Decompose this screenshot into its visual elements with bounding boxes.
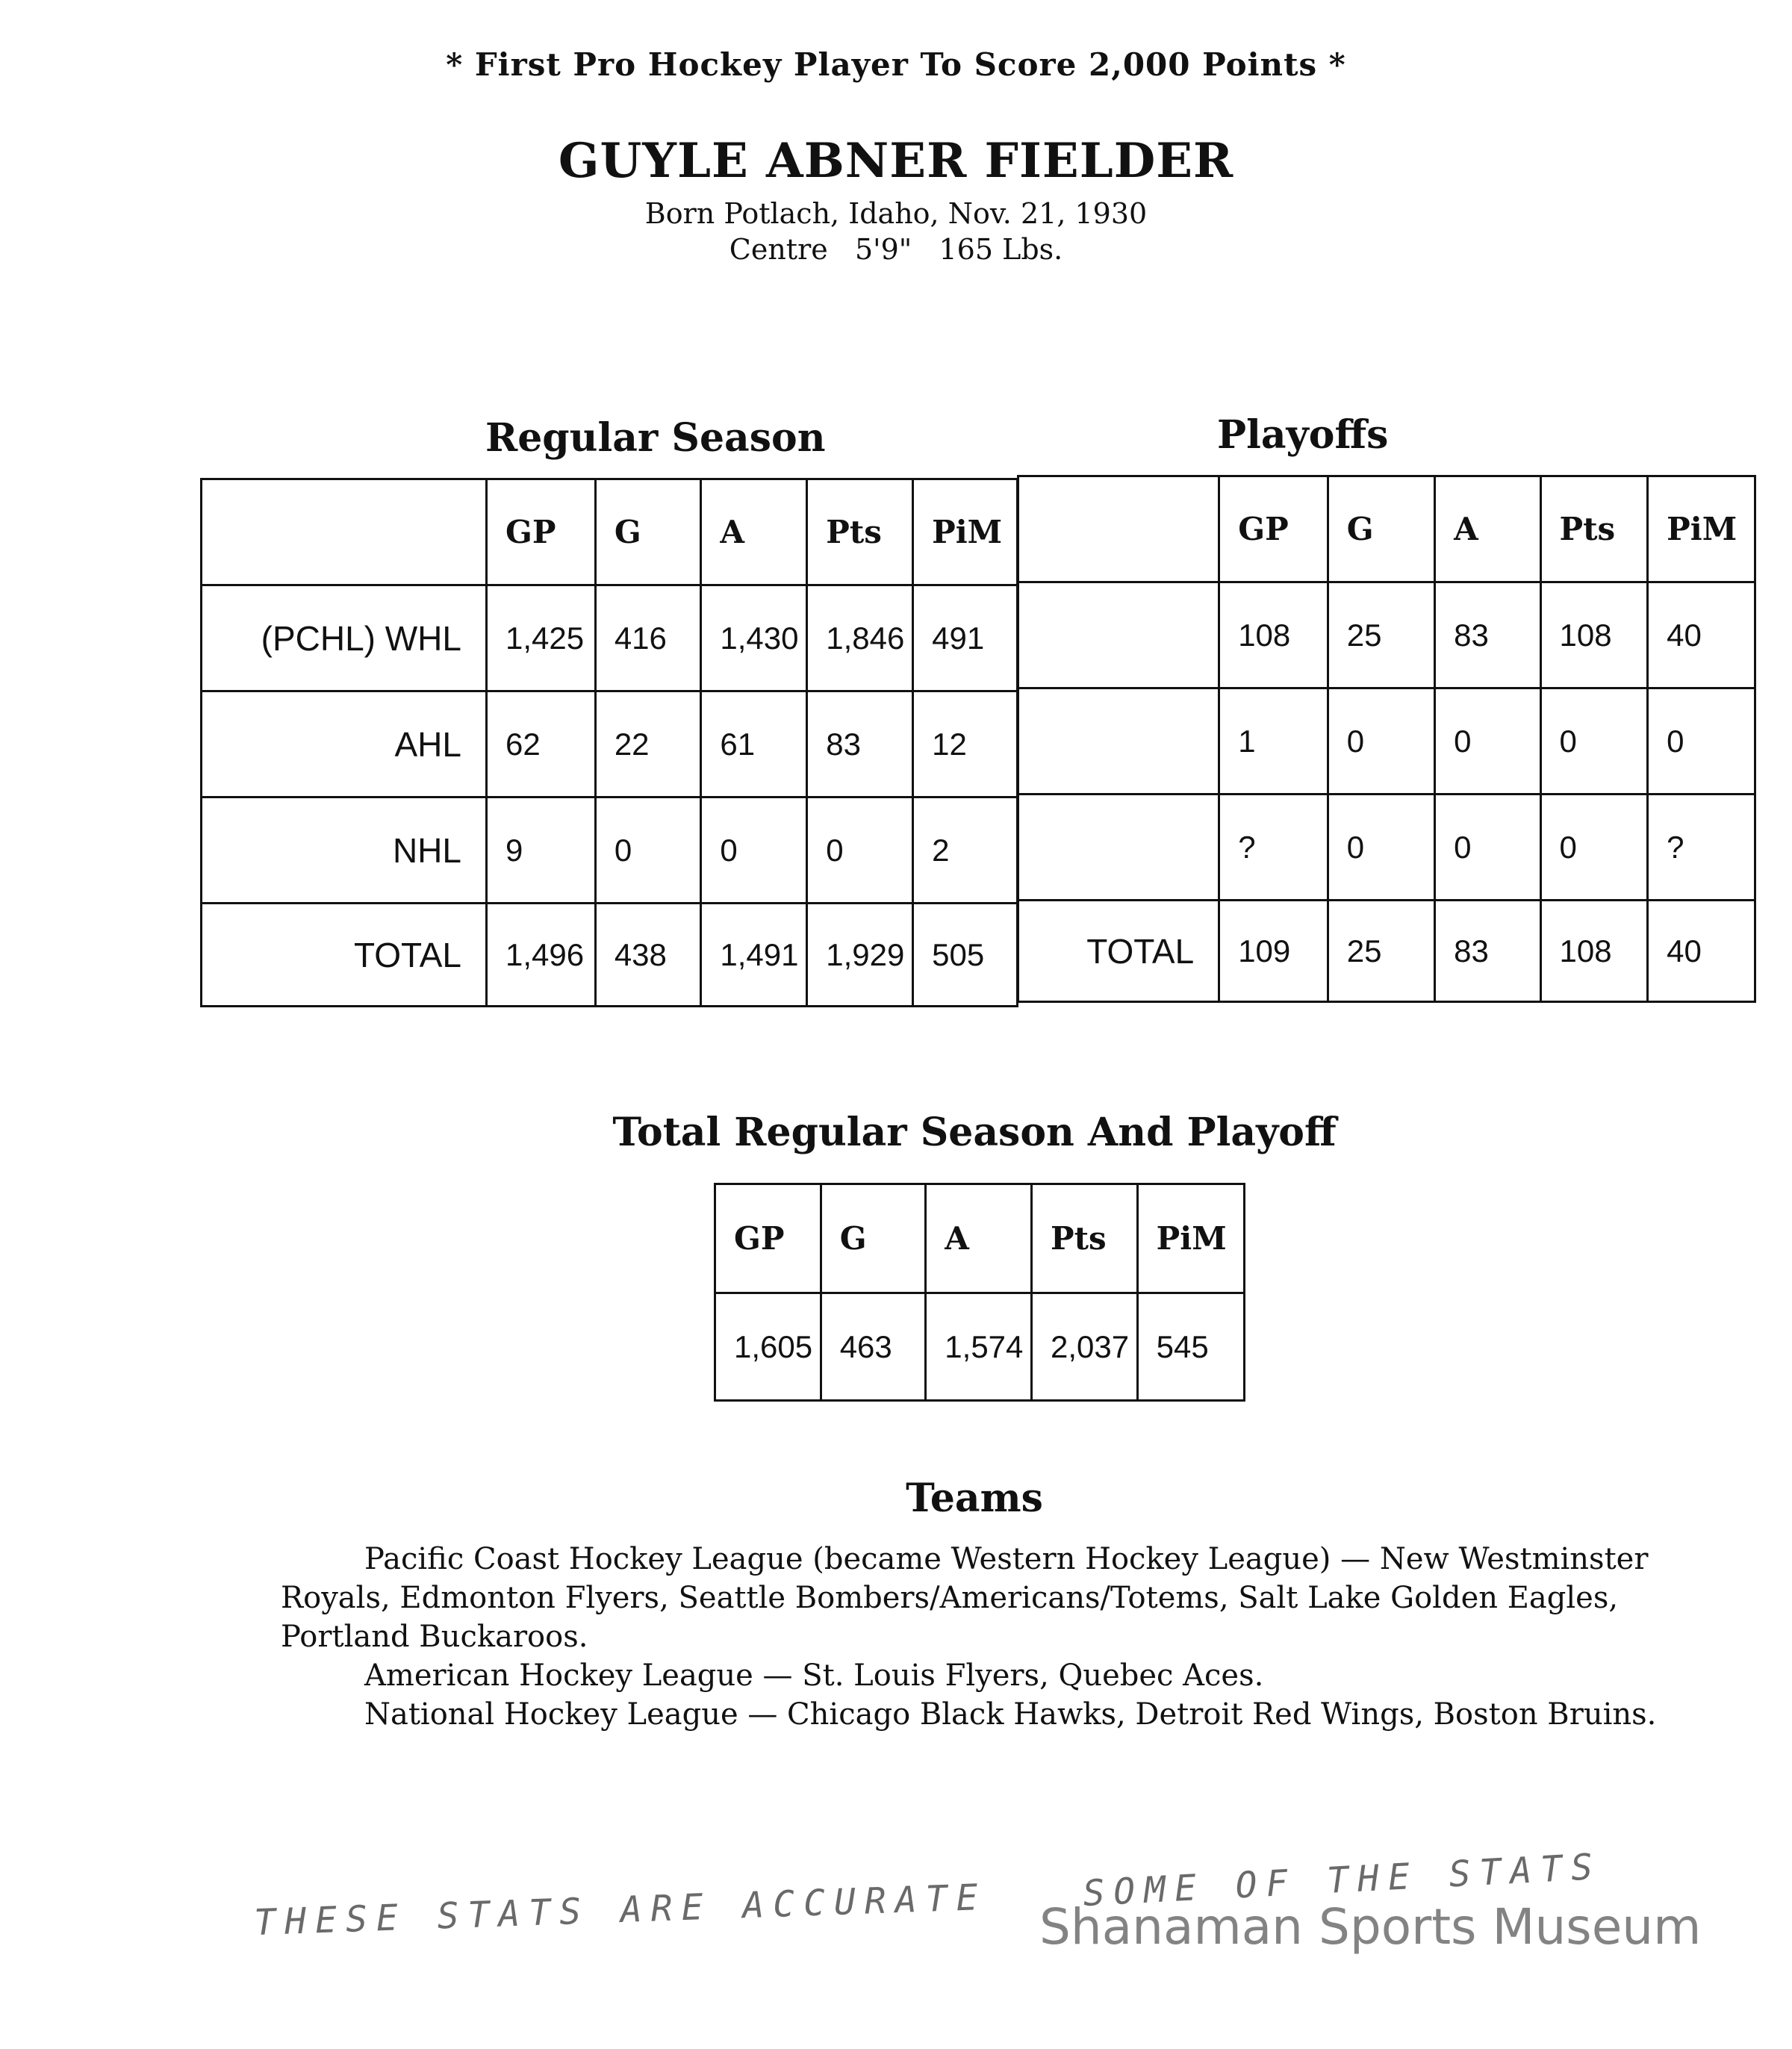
cell: 0: [1435, 795, 1540, 901]
header-blank: [1018, 476, 1219, 582]
table-row-total: [1018, 901, 1755, 1002]
table-row: [715, 1293, 1245, 1401]
cell: 1,430: [701, 585, 807, 691]
col-pim: PiM: [913, 479, 1018, 585]
cell: 83: [807, 691, 913, 797]
cell: 491: [913, 585, 1018, 691]
cell: 61: [701, 691, 807, 797]
combined-table: [714, 1183, 1245, 1402]
teams-list: [281, 1540, 1677, 1734]
cell: 0: [1328, 688, 1434, 795]
cell: 83: [1435, 582, 1540, 688]
cell: 0: [1540, 688, 1648, 795]
cell: 12: [913, 691, 1018, 797]
cell: 0: [807, 797, 913, 904]
cell: 416: [595, 585, 701, 691]
regular-season-heading: Regular Season: [485, 415, 826, 461]
watermark: Shanaman Sports Museum: [1039, 1898, 1702, 1956]
teams-nhl: National Hockey League — Chicago Black Hawks, Detroit Red Wings, Boston Bruins.: [364, 1697, 1657, 1732]
col-g: G: [1328, 476, 1434, 582]
table-row-total: [202, 904, 1018, 1007]
cell: ?: [1219, 795, 1328, 901]
cell: 40: [1648, 901, 1755, 1002]
player-name: GUYLE ABNER FIELDER: [558, 133, 1234, 189]
cell: 0: [1540, 795, 1648, 901]
col-pts: Pts: [807, 479, 913, 585]
cell: 463: [821, 1293, 926, 1401]
cell: 1,491: [701, 904, 807, 1007]
col-g: G: [595, 479, 701, 585]
cell: 1,605: [715, 1293, 821, 1401]
regular-season-table: [200, 478, 1018, 1007]
cell: 9: [486, 797, 595, 904]
handwritten-note-2: SOME OF THE STATS: [1082, 1845, 1603, 1915]
playoffs-heading: Playoffs: [1217, 412, 1389, 458]
cell: 109: [1219, 901, 1328, 1002]
cell: 2: [913, 797, 1018, 904]
teams-pchl: Pacific Coast Hockey League (became Western Hockey League) — New Westminster Royals, Edmonton Flyers, Seattle Bombers/Americans/Totems, Salt Lake Golden Eagles, Portland Buckaroos.: [281, 1542, 1649, 1654]
table-row: [1018, 582, 1755, 688]
cell: 62: [486, 691, 595, 797]
cell: 0: [701, 797, 807, 904]
cell: 438: [595, 904, 701, 1007]
position-info: Centre 5'9" 165 Lbs.: [729, 233, 1063, 266]
playoffs-table: [1017, 475, 1756, 1003]
col-gp: GP: [486, 479, 595, 585]
cell: 0: [1648, 688, 1755, 795]
row-label: TOTAL: [202, 904, 487, 1007]
cell: 40: [1648, 582, 1755, 688]
table-row: [1018, 688, 1755, 795]
table-row: [1018, 795, 1755, 901]
row-label: [1018, 582, 1219, 688]
row-label: NHL: [202, 797, 487, 904]
cell: 25: [1328, 582, 1434, 688]
cell: 2,037: [1031, 1293, 1137, 1401]
cell: 0: [595, 797, 701, 904]
cell: 0: [1328, 795, 1434, 901]
cell: 108: [1540, 582, 1648, 688]
cell: 22: [595, 691, 701, 797]
birth-info: Born Potlach, Idaho, Nov. 21, 1930: [644, 197, 1148, 230]
cell: 505: [913, 904, 1018, 1007]
cell: 1,846: [807, 585, 913, 691]
cell: 108: [1540, 901, 1648, 1002]
cell: 1,929: [807, 904, 913, 1007]
row-label: AHL: [202, 691, 487, 797]
table-row: [202, 585, 1018, 691]
row-label: [1018, 688, 1219, 795]
col-pim: PiM: [1648, 476, 1755, 582]
cell: 25: [1328, 901, 1434, 1002]
col-a: A: [926, 1184, 1032, 1293]
row-label: (PCHL) WHL: [202, 585, 487, 691]
col-a: A: [1435, 476, 1540, 582]
teams-ahl: American Hockey League — St. Louis Flyers, Quebec Aces.: [364, 1658, 1264, 1693]
col-gp: GP: [1219, 476, 1328, 582]
cell: 83: [1435, 901, 1540, 1002]
handwritten-note-1: THESE STATS ARE ACCURATE: [253, 1876, 988, 1944]
cell: 1,496: [486, 904, 595, 1007]
cell: 1,574: [926, 1293, 1032, 1401]
col-g: G: [821, 1184, 926, 1293]
col-pts: Pts: [1540, 476, 1648, 582]
row-label: TOTAL: [1018, 901, 1219, 1002]
header-blank: [202, 479, 487, 585]
headline: * First Pro Hockey Player To Score 2,000 Points *: [446, 46, 1346, 83]
combined-heading: Total Regular Season And Playoff: [612, 1110, 1337, 1155]
table-row: [202, 797, 1018, 904]
table-row: [202, 691, 1018, 797]
col-a: A: [701, 479, 807, 585]
cell: 1: [1219, 688, 1328, 795]
cell: ?: [1648, 795, 1755, 901]
cell: 108: [1219, 582, 1328, 688]
cell: 1,425: [486, 585, 595, 691]
col-gp: GP: [715, 1184, 821, 1293]
row-label: [1018, 795, 1219, 901]
cell: 0: [1435, 688, 1540, 795]
col-pim: PiM: [1137, 1184, 1244, 1293]
teams-heading: Teams: [906, 1476, 1043, 1521]
col-pts: Pts: [1031, 1184, 1137, 1293]
cell: 545: [1137, 1293, 1244, 1401]
